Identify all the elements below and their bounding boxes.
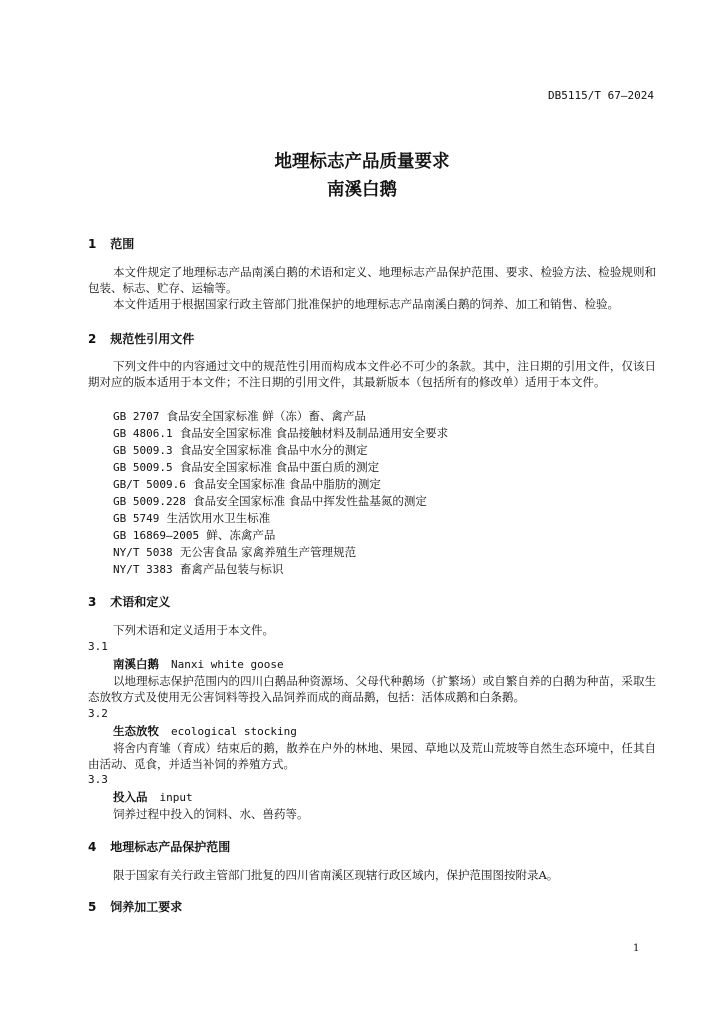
section-number: 4 bbox=[88, 840, 97, 854]
paragraph: 下列文件中的内容通过文中的规范性引用而构成本文件必不可少的条款。其中，注日期的引用文件，仅该日期对应的版本适用于本文件；不注日期的引用文件，其最新版本（包括所有的修改单）适用于本文件。 bbox=[88, 359, 656, 389]
reference-item: GB 5009.3 食品安全国家标准 食品中水分的测定 bbox=[113, 443, 368, 457]
term-heading: 投入品 input bbox=[113, 790, 193, 804]
reference-item: GB 5009.228 食品安全国家标准 食品中挥发性盐基氮的测定 bbox=[113, 494, 427, 508]
clause-number: 3.1 bbox=[88, 640, 108, 653]
paragraph: 限于国家有关行政主管部门批复的四川省南溪区现辖行政区域内，保护范围图按附录A。 bbox=[113, 868, 559, 882]
standard-code: DB5115/T 67—2024 bbox=[548, 89, 654, 102]
section-heading-3 bbox=[88, 593, 170, 610]
term-heading: 生态放牧 ecological stocking bbox=[113, 724, 297, 738]
term-definition: 将舍内育雏（育成）结束后的鹅，散养在户外的林地、果园、草地以及荒山荒坡等自然生态环境中，任其自由活动、觅食，并适当补饲的养殖方式。 bbox=[88, 741, 656, 771]
paragraph: 本文件规定了地理标志产品南溪白鹅的术语和定义、地理标志产品保护范围、要求、检验方法、检验规则和包装、标志、贮存、运输等。 bbox=[88, 265, 656, 295]
document-title: 地理标志产品质量要求 bbox=[274, 152, 450, 172]
reference-item: GB 4806.1 食品安全国家标准 食品接触材料及制品通用安全要求 bbox=[113, 426, 449, 440]
reference-item: GB 5749 生活饮用水卫生标准 bbox=[113, 511, 271, 525]
clause-number: 3.2 bbox=[88, 707, 108, 720]
section-number: 1 bbox=[88, 237, 97, 251]
reference-item: GB 2707 食品安全国家标准 鲜（冻）畜、禽产品 bbox=[113, 409, 366, 423]
clause-number: 3.3 bbox=[88, 773, 108, 786]
section-title: 地理标志产品保护范围 bbox=[110, 840, 231, 854]
section-heading-4 bbox=[88, 838, 230, 855]
reference-item: GB/T 5009.6 食品安全国家标准 食品中脂肪的测定 bbox=[113, 477, 381, 491]
paragraph: 下列术语和定义适用于本文件。 bbox=[113, 623, 274, 637]
term-heading: 南溪白鹅 Nanxi white goose bbox=[113, 657, 284, 671]
section-title: 饲养加工要求 bbox=[110, 900, 183, 914]
term-definition: 饲养过程中投入的饲料、水、兽药等。 bbox=[113, 807, 309, 821]
reference-item: NY/T 3383 畜禽产品包装与标识 bbox=[113, 562, 284, 576]
section-title: 规范性引用文件 bbox=[110, 332, 195, 346]
section-number: 5 bbox=[88, 900, 97, 914]
reference-item: GB 5009.5 食品安全国家标准 食品中蛋白质的测定 bbox=[113, 460, 380, 474]
reference-item: NY/T 5038 无公害食品 家禽养殖生产管理规范 bbox=[113, 545, 357, 559]
section-heading-5 bbox=[88, 898, 182, 915]
term-definition: 以地理标志保护范围内的四川白鹅品种资源场、父母代种鹅场（扩繁场）或自繁自养的白鹅为种苗，采取生态放牧方式及使用无公害饲料等投入品饲养而成的商品鹅，包括：活体成鹅和白条鹅。 bbox=[88, 674, 656, 704]
reference-item: GB 16869—2005 鲜、冻禽产品 bbox=[113, 528, 276, 542]
page-number: 1 bbox=[633, 943, 640, 954]
section-title: 术语和定义 bbox=[110, 595, 171, 609]
section-number: 3 bbox=[88, 595, 97, 609]
section-number: 2 bbox=[88, 332, 97, 346]
section-heading-1 bbox=[88, 235, 134, 252]
document-subtitle: 南溪白鹅 bbox=[327, 180, 397, 200]
paragraph: 本文件适用于根据国家行政主管部门批准保护的地理标志产品南溪白鹅的饲养、加工和销售、检验。 bbox=[113, 297, 619, 311]
section-title: 范围 bbox=[110, 237, 135, 251]
section-heading-2 bbox=[88, 330, 194, 347]
